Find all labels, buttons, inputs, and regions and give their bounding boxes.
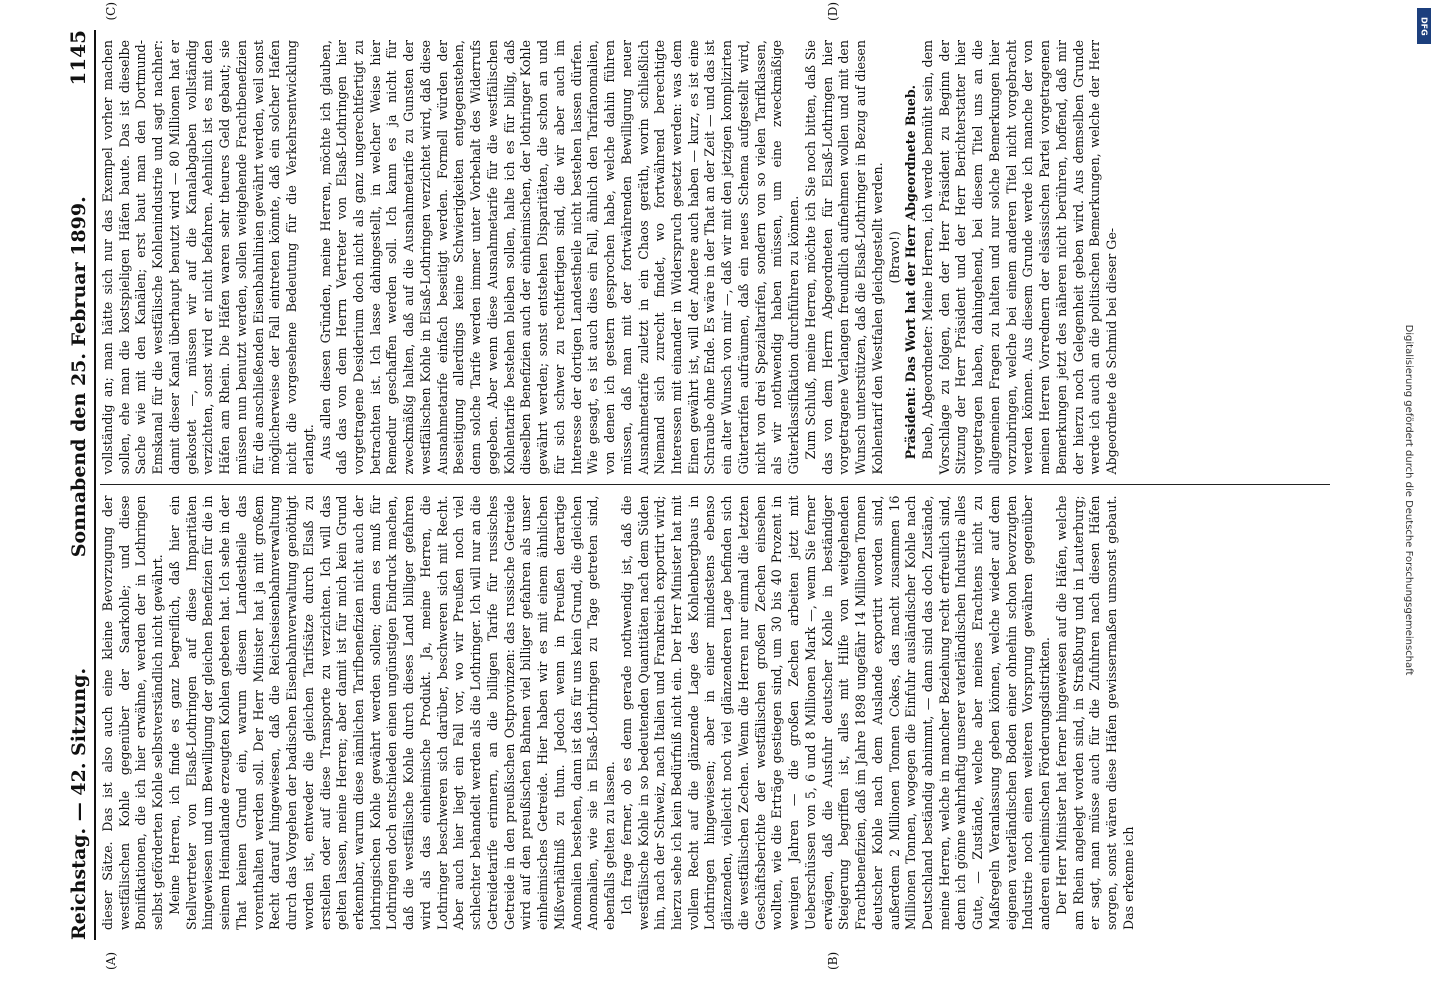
paragraph: Bueb, Abgeordneter: Meine Herren, ich werde bemüht sein, dem Vorschlage zu folgen, den der Herr Präsident zu Beginn der Sitzung der Herr Präsident und der Herr Berichterstatter hier vorgetragen haben, dahingehend, bei diesem Titel uns an die allgemeinen Fragen zu halten und nur solche Bemerkungen hier vorzubringen, welche bei einem anderen Titel nicht vorgebracht werden können. Aus diesem Grunde werde ich manche der von meinen Herren Vorrednern der elsässischen Partei vorgetragenen Bemerkungen jetzt des näheren nicht berühren, hoffend, daß mir der hierzu noch Gelegenheit geben wird. Aus demselben Grunde werde ich auch an die politischen Bemerkungen, welche der Herr Abgeordnete de Schmid bei dieser Ge- xyxy=(919,40,1120,475)
page-body xyxy=(100,30,1330,940)
digitization-credit: Digitalisierung gefördert durch die Deutsche Forschungsgemeinschaft xyxy=(1403,324,1414,676)
paragraph: Ich frage ferner, ob es denn gerade nothwendig ist, daß die westfälische Kohle in so bedeutenden Quantitäten nach dem Süden hin, nach der Schweiz, nach Italien und Frankreich exportirt wird; hierzu sehe ich kein Bedürfniß nicht ein. Der Herr Minister hat mit vollem Recht auf die glänzende Lage des Kohlenbergbaus in Lothringen hingewiesen; aber in einer mindestens ebenso glänzenden, vielleicht noch viel glänzenderen Lage befinden sich die westfälischen Zechen. Wenn die Herren nur einmal die letzten Geschäftsberichte der westfälischen großen Zechen einsehen wollten, wie die Erträge gestiegen sind, um 30 bis 40 Prozent in wenigen Jahren — die großen Zechen arbeiten jetzt mit Ueberschüssen von 5, 6 und 8 Millionen Mark —, wenn Sie ferner erwägen, daß die Ausfuhr deutscher Kohle in beständiger Steigerung begriffen ist, alles mit Hilfe von weitgehenden Frachtbenefizien, daß im Jahre 1898 ungefähr 14 Millionen Tonnen deutscher Kohle nach dem Auslande exportirt worden sind, außerdem 2 Millionen Tonnen Cokes, das macht zusammen 16 Millionen Tonnen, wogegen die Einfuhr ausländischer Kohle nach Deutschland beständig abnimmt, — dann sind das doch Zustände, meine Herren, welche in mancher Beziehung recht erfreulich sind, denn ich gönne wahrhaftig unserer vaterländischen Industrie alles Gute, — Zustände, welche aber meines Erachtens nicht zu Maßregeln Veranlassung geben können, welche wieder auf dem eigenen vaterländischen Boden einer ohnehin schon bevorzugten Industrie noch einen weiteren Vorsprung gewähren gegenüber anderen einheimischen Förderungsdistrikten. xyxy=(618,495,1053,930)
header-left: Reichstag. — 42. Sitzung. xyxy=(68,667,90,940)
column-divider xyxy=(100,485,1330,486)
column-left xyxy=(100,486,1330,941)
paragraph: Zum Schluß, meine Herren, möchte ich Sie noch bitten, daß Sie das von dem Herrn Abgeordneten für Elsaß-Lothringen hier vorgetragene Verlangen freundlich aufnehmen wollen und mit den Wunsch unterstützen, daß die Elsaß-Lothringer in Bezug auf diesen Kohlentarif den Westfalen gleichgestellt werden. xyxy=(802,40,885,475)
paragraph: Aus allen diesen Gründen, meine Herren, möchte ich glauben, daß das von dem Herrn Vertreter von Elsaß-Lothringen hier vorgetragene Desiderium doch nicht als ganz ungerechtfertigt zu betrachten ist. Ich lasse dahingestellt, in welcher Weise hier Remedur geschaffen werden soll. Ich kann es ja nicht für zweckmäßig halten, daß auf die Ausnahmetarife zu Gunsten der westfälischen Kohle in Elsaß-Lothringen verzichtet wird, daß diese Ausnahmetarife einfach beseitigt werden. Formell würden der Beseitigung allerdings keine Schwierigkeiten entgegenstehen, denn solche Tarife werden immer unter Vorbehalt des Widerrufs gegeben. Aber wenn diese Ausnahmetarife für die westfälischen Kohlentarife bestehen bleiben sollen, halte ich es für billig, daß dieselben Benefizien auch der einheimischen, der lothringer Kohle gewährt werden; sonst entstehen Disparitäten, die schon an und für sich schwer zu rechtfertigen sind, die wir aber auch im Interesse der dortigen Landestheile nicht bestehen lassen dürfen. Wie gesagt, es ist auch dies ein Fall, ähnlich den Tarifanomalien, von denen ich gestern gesprochen habe, welche dahin führen müssen, daß man mit der fortwährenden Bewilligung neuer Ausnahmetarife zuletzt in ein Chaos geräth, worin schließlich Niemand sich zurecht findet, wo fortwährend berechtigte Interessen mit einander in Widerspruch gesetzt werden: was dem Einen gewährt ist, will der Andere auch haben — kurz, es ist eine Schraube ohne Ende. Es wäre in der That an der Zeit — und das ist ein alter Wunsch von mir —, daß wir mit den jetzigen komplizirten Gütertarifen aufräumen, daß ein neues Schema aufgestellt wird, nicht von drei Spezialtarifen, sondern von so vielen Tarifklassen, als wir nothwendig haben müssen, um eine zweckmäßige Güterklassifikation durchführen zu können. xyxy=(317,40,802,475)
speaker-line: Präsident: Das Wort hat der Herr Abgeordnete Bueb. xyxy=(903,84,919,460)
paragraph: Meine Herren, ich finde es ganz begreiflich, daß hier ein Stellvertreter von Elsaß-Lothringen auf diese Imparitäten hingewiesen und um Bewilligung der gleichen Benefizien für die in seinem Heimatlande erzeugten Kohlen gebeten hat. Ich sehe in der That keinen Grund ein, warum diesem Landestheile das vorenthalten werden soll. Der Herr Minister hat ja mit großem Recht darauf hingewiesen, daß die Reichseisenbahnverwaltung durch das Vorgehen der badischen Eisenbahnverwaltung genöthigt worden ist, entweder die gleichen Tarifsätze durch Elsaß zu erstellen oder auf diese Transporte zu verzichten. Ich will das gelten lassen, meine Herren; aber damit ist für mich kein Grund erkennbar, warum diese nämlichen Tarifbenefizien nicht auch der lothringischen Kohle gewährt werden sollen; denn es muß für Lothringen doch entschieden einen ungünstigen Eindruck machen, daß die westfälische Kohle durch dieses Land billiger gefahren wird als das einheimische Produkt. Ja, meine Herren, die Lothringer beschweren sich darüber, beschweren sich mit Recht. Aber auch hier liegt ein Fall vor, wo wir Preußen noch viel schlechter behandelt werden als die Lothringer. Ich will nur an die Getreidetarife erinnern, an die billigen Tarife für russisches Getreide in den preußischen Ostprovinzen: das russische Getreide wird auf den preußischen Bahnen viel billiger gefahren als unser einheimisches Getreide. Hier haben wir es mit einem ähnlichen Mißverhältniß zu thun. Jedoch wenn in Preußen derartige Anomalien bestehen, dann ist das für uns kein Grund, die gleichen Anomalien, wie sie in Elsaß-Lothringen zu Tage getreten sind, ebenfalls gelten zu lassen. xyxy=(166,495,618,930)
header-date: Sonnabend den 25. Februar 1899. xyxy=(68,196,90,558)
paragraph: vollständig an; man hätte sich nur das Exempel vorher machen sollen, ehe man die kostspieligen Häfen baute. Das ist dieselbe Sache wie mit den Kanälen; erst baut man den Dortmund-Emskanal für die westfälische Kohlenindustrie und sagt nachher: damit dieser Kanal überhaupt benutzt wird — 80 Millionen hat er gekostet —, müssen wir auf die Kanalabgaben vollständig verzichten, sonst wird er nicht befahren. Aehnlich ist es mit den Häfen am Rhein. Die Häfen waren sehr theures Geld gebaut; sie müssen nun benutzt werden, sollen weitgehende Frachtbenefizien für die anschließenden Eisenbahnlinien gewährt werden, weil sonst möglicherweise der Fall eintreten könnte, daß ein solcher Hafen nicht die vorgesehene Bedeutung für die Verkehrsentwicklung erlangt. xyxy=(100,40,316,475)
margin-letter-c: (C) xyxy=(104,2,118,21)
page-header xyxy=(50,30,96,940)
page-number: 1145 xyxy=(66,30,90,86)
margin-letter-d: (D) xyxy=(826,2,840,21)
dfg-logo: DFG xyxy=(1417,8,1431,44)
margin-letter-b: (B) xyxy=(826,951,840,970)
column-right xyxy=(100,30,1330,485)
margin-letter-a: (A) xyxy=(104,951,118,970)
paragraph: Der Herr Minister hat ferner hingewiesen auf die Häfen, welche am Rhein angelegt worden sind, in Straßburg und in Lauterburg; er sagt, man müsse auch für die Zufuhren nach diesen Häfen sorgen, sonst wären diese Häfen gewissermaßen umsonst gebaut. Das erkenne ich xyxy=(1053,495,1136,930)
applause-note: (Bravo!) xyxy=(886,231,902,284)
paragraph: dieser Sätze. Das ist also auch eine kleine Bevorzugung der westfälischen Kohle gegenüber der Saarkohle; und diese Bonifikationen, die ich hier erwähne, werden der in Lothringen selbst geförderten Kohle selbstverständlich nicht gewährt. xyxy=(100,495,166,930)
